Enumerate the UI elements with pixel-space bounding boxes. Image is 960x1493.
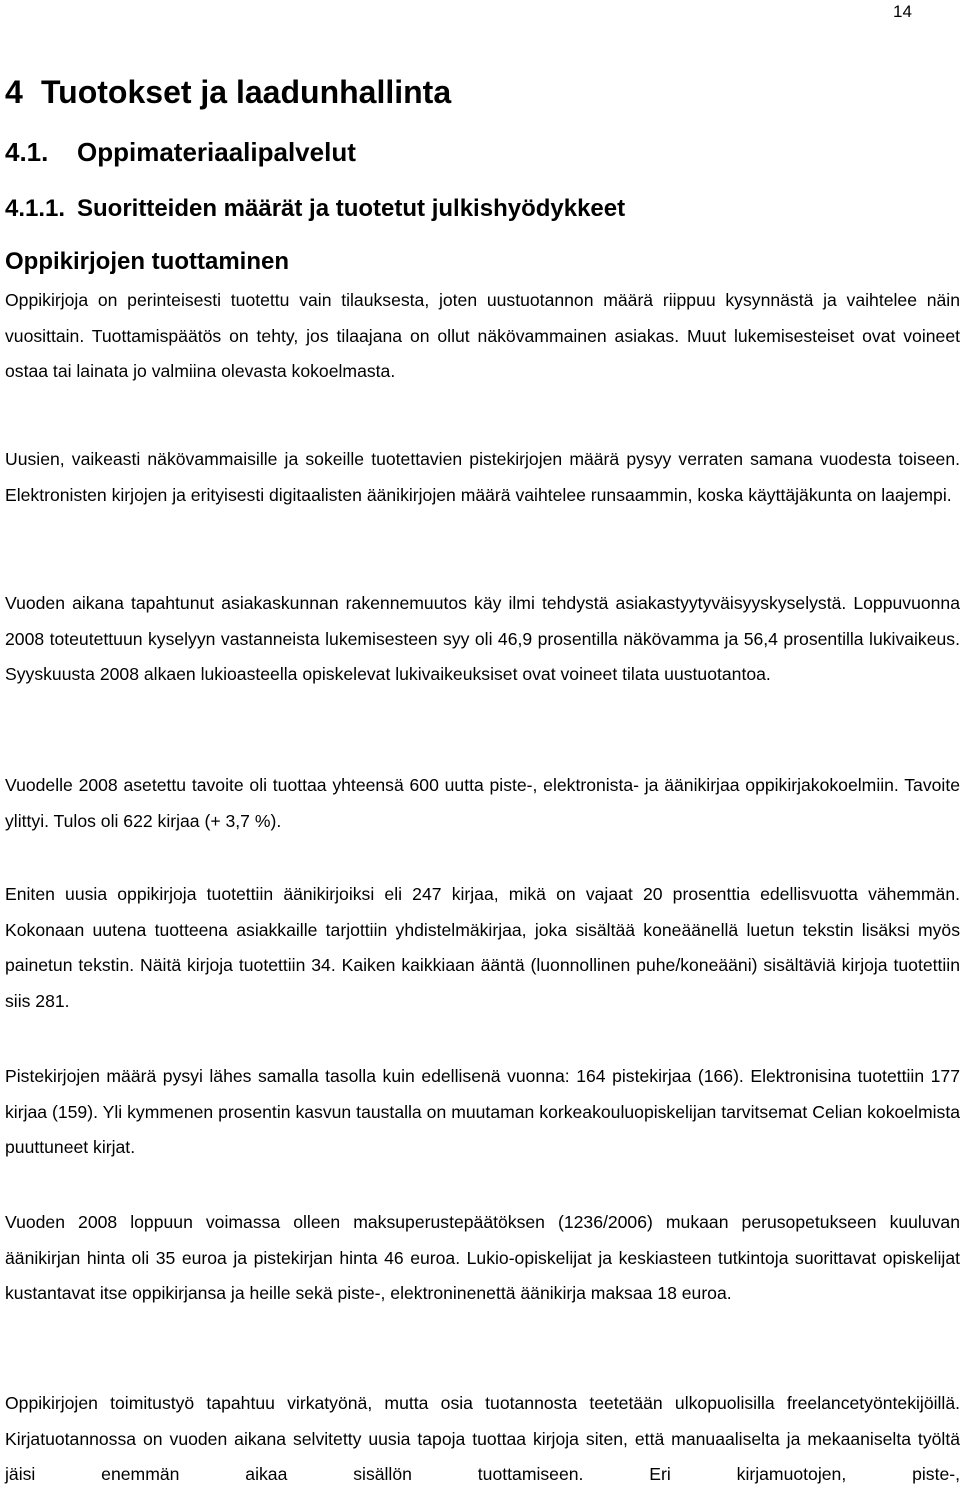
heading-number: 4.1. xyxy=(5,137,49,167)
paragraph: Vuoden 2008 loppuun voimassa olleen maksuperustepäätöksen (1236/2006) mukaan perusopetukseen kuuluvan äänikirjan hinta oli 35 euroa ja pistekirjan hinta 46 euroa. Lukio-opiskelijat ja keskiasteen tutkintoja suorittavat opiskelijat kustantavat itse oppikirjansa ja heille sekä piste-, elektroninenettä äänikirja maksaa 18 euroa. xyxy=(5,1212,960,1303)
paragraph: Eniten uusia oppikirjoja tuotettiin äänikirjoiksi eli 247 kirjaa, mikä on vajaat 20 prosenttia edellisvuotta vähemmän. Kokonaan uutena tuotteena asiakkaille tarjottiin yhdistelmäkirjaa, joka sisältää koneäänellä luetun tekstin lisäksi myös painetun tekstin. Näitä kirjoja tuotettiin 34. Kaiken kaikkiaan ääntä (luonnollinen puhe/koneääni) sisältäviä kirjoja tuotettiin siis 281. xyxy=(5,884,960,1011)
heading-level-1 xyxy=(5,72,451,112)
paragraph: Vuoden aikana tapahtunut asiakaskunnan rakennemuutos käy ilmi tehdystä asiakastyytyväisyyskyselystä. Loppuvuonna 2008 toteutettuun kyselyyn vastanneista lukemisesteen syy oli 46,9 prosentilla näkövamma ja 56,4 prosentilla lukivaikeus. Syyskuusta 2008 alkaen lukioasteella opiskelevat lukivaikeuksiset ovat voineet tilata uustuotantoa. xyxy=(5,593,960,684)
paragraph: Oppikirjoja on perinteisesti tuotettu vain tilauksesta, joten uustuotannon määrä riippuu kysynnästä ja vaihtelee näin vuosittain. Tuottamispäätös on tehty, jos tilaajana on ollut näkövammainen asiakas. Muut lukemisesteiset ovat voineet ostaa tai lainata jo valmiina olevasta kokoelmasta. xyxy=(5,290,960,381)
paragraph: Vuodelle 2008 asetettu tavoite oli tuottaa yhteensä 600 uutta piste-, elektronista- ja äänikirjaa oppikirjakokoelmiin. Tavoite ylittyi. Tulos oli 622 kirjaa (+ 3,7 %). xyxy=(5,775,960,831)
heading-number: 4 xyxy=(5,74,23,110)
paragraph: Oppikirjojen toimitustyö tapahtuu virkatyönä, mutta osia tuotannosta teetetään ulkopuolisilla freelancetyöntekijöillä. Kirjatuotannossa on vuoden aikana selvitetty uusia tapoja tuottaa kirjoja siten, että manuaaliselta ja mekaaniselta työltä jäisi enemmän aikaa sisällön tuottamiseen. Eri kirjamuotojen, piste-, xyxy=(5,1393,960,1484)
subheading: Oppikirjojen tuottaminen xyxy=(5,248,290,275)
page-number: 14 xyxy=(893,2,912,21)
heading-text: Suoritteiden määrät ja tuotetut julkishyödykkeet xyxy=(77,195,626,222)
paragraph: Uusien, vaikeasti näkövammaisille ja sokeille tuotettavien pistekirjojen määrä pysyy verraten samana vuodesta toiseen. Elektronisten kirjojen ja erityisesti digitaalisten äänikirjojen määrä vaihtelee runsaammin, koska käyttäjäkunta on laajempi. xyxy=(5,449,960,505)
heading-text: Oppimateriaalipalvelut xyxy=(77,137,356,167)
heading-text: Tuotokset ja laadunhallinta xyxy=(41,74,452,110)
heading-level-2 xyxy=(5,136,356,168)
heading-number: 4.1.1. xyxy=(5,195,66,222)
heading-level-3 xyxy=(5,194,625,224)
paragraph: Pistekirjojen määrä pysyi lähes samalla tasolla kuin edellisenä vuonna: 164 pistekirjaa (166). Elektronisina tuotettiin 177 kirjaa (159). Yli kymmenen prosentin kasvun taustalla on muutaman korkeakouluopiskelijan tarvitsemat Celian kokoelmista puuttuneet kirjat. xyxy=(5,1066,960,1157)
